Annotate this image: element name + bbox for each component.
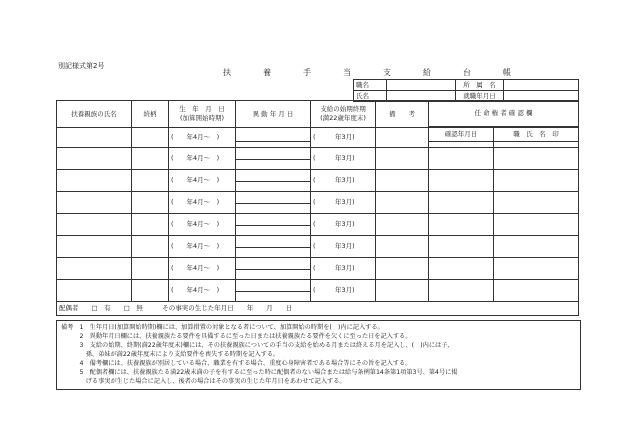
- row-6-birth[interactable]: ( 年4月～ ): [169, 236, 236, 258]
- row-7-relation[interactable]: [132, 258, 169, 280]
- row-2-change-b[interactable]: [236, 160, 311, 170]
- row-7-remarks[interactable]: [376, 258, 429, 280]
- row-3-seal[interactable]: [494, 170, 579, 192]
- notes-box: [56, 320, 581, 390]
- note-5b: げる事実が生じた場合に記入し、後者の場合はその事実の生じた年月日をあわせて記入する。: [61, 378, 346, 385]
- row-5-confirm[interactable]: [429, 214, 494, 236]
- row-6-change-b[interactable]: [236, 248, 311, 258]
- col-period-sub: (満22歳年度末): [320, 114, 366, 122]
- shozoku-label: 所 属 名: [455, 80, 504, 91]
- row-6-seal[interactable]: [494, 236, 579, 258]
- row-1-relation[interactable]: [132, 128, 169, 148]
- row-1-remarks[interactable]: [376, 128, 429, 148]
- page-title: 扶 養 手 当 支 給 台 帳: [223, 68, 523, 77]
- col-name: 扶養親族の氏名: [57, 101, 132, 128]
- row-8-seal[interactable]: [494, 280, 579, 302]
- row-5-birth[interactable]: ( 年4月～ ): [169, 214, 236, 236]
- row-7-period[interactable]: ( 年3月): [311, 258, 376, 280]
- row-8-confirm[interactable]: [429, 280, 494, 302]
- col-change: 異 動 年 月 日: [236, 101, 311, 128]
- confirm-date-header: 確認年月日: [429, 128, 494, 142]
- note-1: 備考 1 生年月日(加算開始時期)欄には、加算措置の対象となる者について、加算開始の時期を( )内に記入する。: [61, 324, 384, 331]
- row-5-relation[interactable]: [132, 214, 169, 236]
- row-4-change-b[interactable]: [236, 204, 311, 214]
- row-7-name[interactable]: [57, 258, 132, 280]
- row-3-name[interactable]: [57, 170, 132, 192]
- shushoku-label: 就職年月日: [455, 91, 504, 102]
- row-5-name[interactable]: [57, 214, 132, 236]
- row-3-confirm[interactable]: [429, 170, 494, 192]
- col-birth-sub: (加算開始時期): [179, 114, 225, 122]
- shimei-label: 氏名: [354, 91, 387, 102]
- row-6-remarks[interactable]: [376, 236, 429, 258]
- row-1-name[interactable]: [57, 128, 132, 148]
- row-7-change-a[interactable]: [236, 258, 311, 270]
- row-4-seal[interactable]: [494, 192, 579, 214]
- row-6-name[interactable]: [57, 236, 132, 258]
- row-1-change-a[interactable]: [236, 128, 311, 142]
- row-3-remarks[interactable]: [376, 170, 429, 192]
- col-authority: 任 命 権 者 確 認 欄: [429, 101, 579, 127]
- note-3b: 孫、弟妹が満22歳年度末により支給要件を喪失する時期を記入する。: [61, 351, 280, 358]
- row-6-confirm[interactable]: [429, 236, 494, 258]
- row-2-birth[interactable]: ( 年4月～ ): [169, 148, 236, 170]
- row-4-period[interactable]: ( 年3月): [311, 192, 376, 214]
- row-1-period[interactable]: ( 年3月): [311, 128, 376, 148]
- col-period: [311, 101, 376, 128]
- row-3-period[interactable]: ( 年3月): [311, 170, 376, 192]
- row-4-birth[interactable]: ( 年4月～ ): [169, 192, 236, 214]
- note-4: 4 備考欄には、扶養親族が別居している場合、職業を有する場合、重度心身障害者である場合等にその旨を記入する。: [61, 360, 412, 367]
- row-7-confirm[interactable]: [429, 258, 494, 280]
- row-8-birth[interactable]: ( 年4月～ ): [169, 280, 236, 302]
- notes-list: [57, 321, 580, 386]
- row-4-change-a[interactable]: [236, 192, 311, 204]
- shokumei-label: 職名: [354, 80, 387, 91]
- row-2-remarks[interactable]: [376, 148, 429, 170]
- shokumei-value[interactable]: [386, 80, 455, 91]
- row-3-change-b[interactable]: [236, 182, 311, 192]
- note-5: 5 配偶者欄には、扶養親族たる満22歳未満の子を有するに至った時に配偶者のない場合または給与条例第14条第1項第3号、第4号に掲: [61, 369, 458, 376]
- row-2-period[interactable]: ( 年3月): [311, 148, 376, 170]
- row-3-relation[interactable]: [132, 170, 169, 192]
- row-6-relation[interactable]: [132, 236, 169, 258]
- row-3-change-a[interactable]: [236, 170, 311, 182]
- row-2-name[interactable]: [57, 148, 132, 170]
- row-8-change-b[interactable]: [236, 292, 311, 302]
- row-2-relation[interactable]: [132, 148, 169, 170]
- row-5-change-a[interactable]: [236, 214, 311, 226]
- row-2-confirm[interactable]: [429, 148, 494, 170]
- official-seal-header: 職 氏 名 印: [494, 128, 579, 142]
- row-8-period[interactable]: ( 年3月): [311, 280, 376, 302]
- row-4-relation[interactable]: [132, 192, 169, 214]
- col-birth: [169, 101, 236, 128]
- row-5-seal[interactable]: [494, 214, 579, 236]
- row-5-change-b[interactable]: [236, 226, 311, 236]
- row-8-name[interactable]: [57, 280, 132, 302]
- note-3: 3 支給の始期、終期(満22歳年度末)欄には、その扶養親族についての手当の支給を始める月または終える月を記入し、( )内には子、: [61, 342, 454, 349]
- row-7-birth[interactable]: ( 年4月～ ): [169, 258, 236, 280]
- row-5-period[interactable]: ( 年3月): [311, 214, 376, 236]
- row-8-remarks[interactable]: [376, 280, 429, 302]
- row-5-remarks[interactable]: [376, 214, 429, 236]
- shozoku-value[interactable]: [504, 80, 579, 91]
- row-4-remarks[interactable]: [376, 192, 429, 214]
- col-remarks: 備 考: [376, 101, 429, 128]
- row-8-change-a[interactable]: [236, 280, 311, 292]
- row-2-change-a[interactable]: [236, 148, 311, 160]
- col-period-label: 支給の始期終期: [320, 105, 366, 113]
- row-7-change-b[interactable]: [236, 270, 311, 280]
- spouse-row[interactable]: 配偶者 □ 有 □ 無 その事実の生じた年月日 年 月 日: [57, 302, 579, 316]
- row-6-period[interactable]: ( 年3月): [311, 236, 376, 258]
- row-4-confirm[interactable]: [429, 192, 494, 214]
- row-6-change-a[interactable]: [236, 236, 311, 248]
- row-8-relation[interactable]: [132, 280, 169, 302]
- row-2-seal[interactable]: [494, 148, 579, 170]
- col-relation: 続柄: [132, 101, 169, 128]
- row-7-seal[interactable]: [494, 258, 579, 280]
- note-2: 2 異動年月日欄には、扶養親族たる要件を具備するに至った日または扶養親族たる要件を欠くに至った日を記入する。: [61, 333, 412, 340]
- register-table: [56, 100, 579, 316]
- row-3-birth[interactable]: ( 年4月～ ): [169, 170, 236, 192]
- identity-table: [353, 79, 579, 102]
- form-label: 別記様式第2号: [58, 62, 105, 70]
- row-1-birth[interactable]: ( 年4月～ ): [169, 128, 236, 148]
- col-birth-label: 生 年 月 日: [179, 105, 225, 113]
- row-4-name[interactable]: [57, 192, 132, 214]
